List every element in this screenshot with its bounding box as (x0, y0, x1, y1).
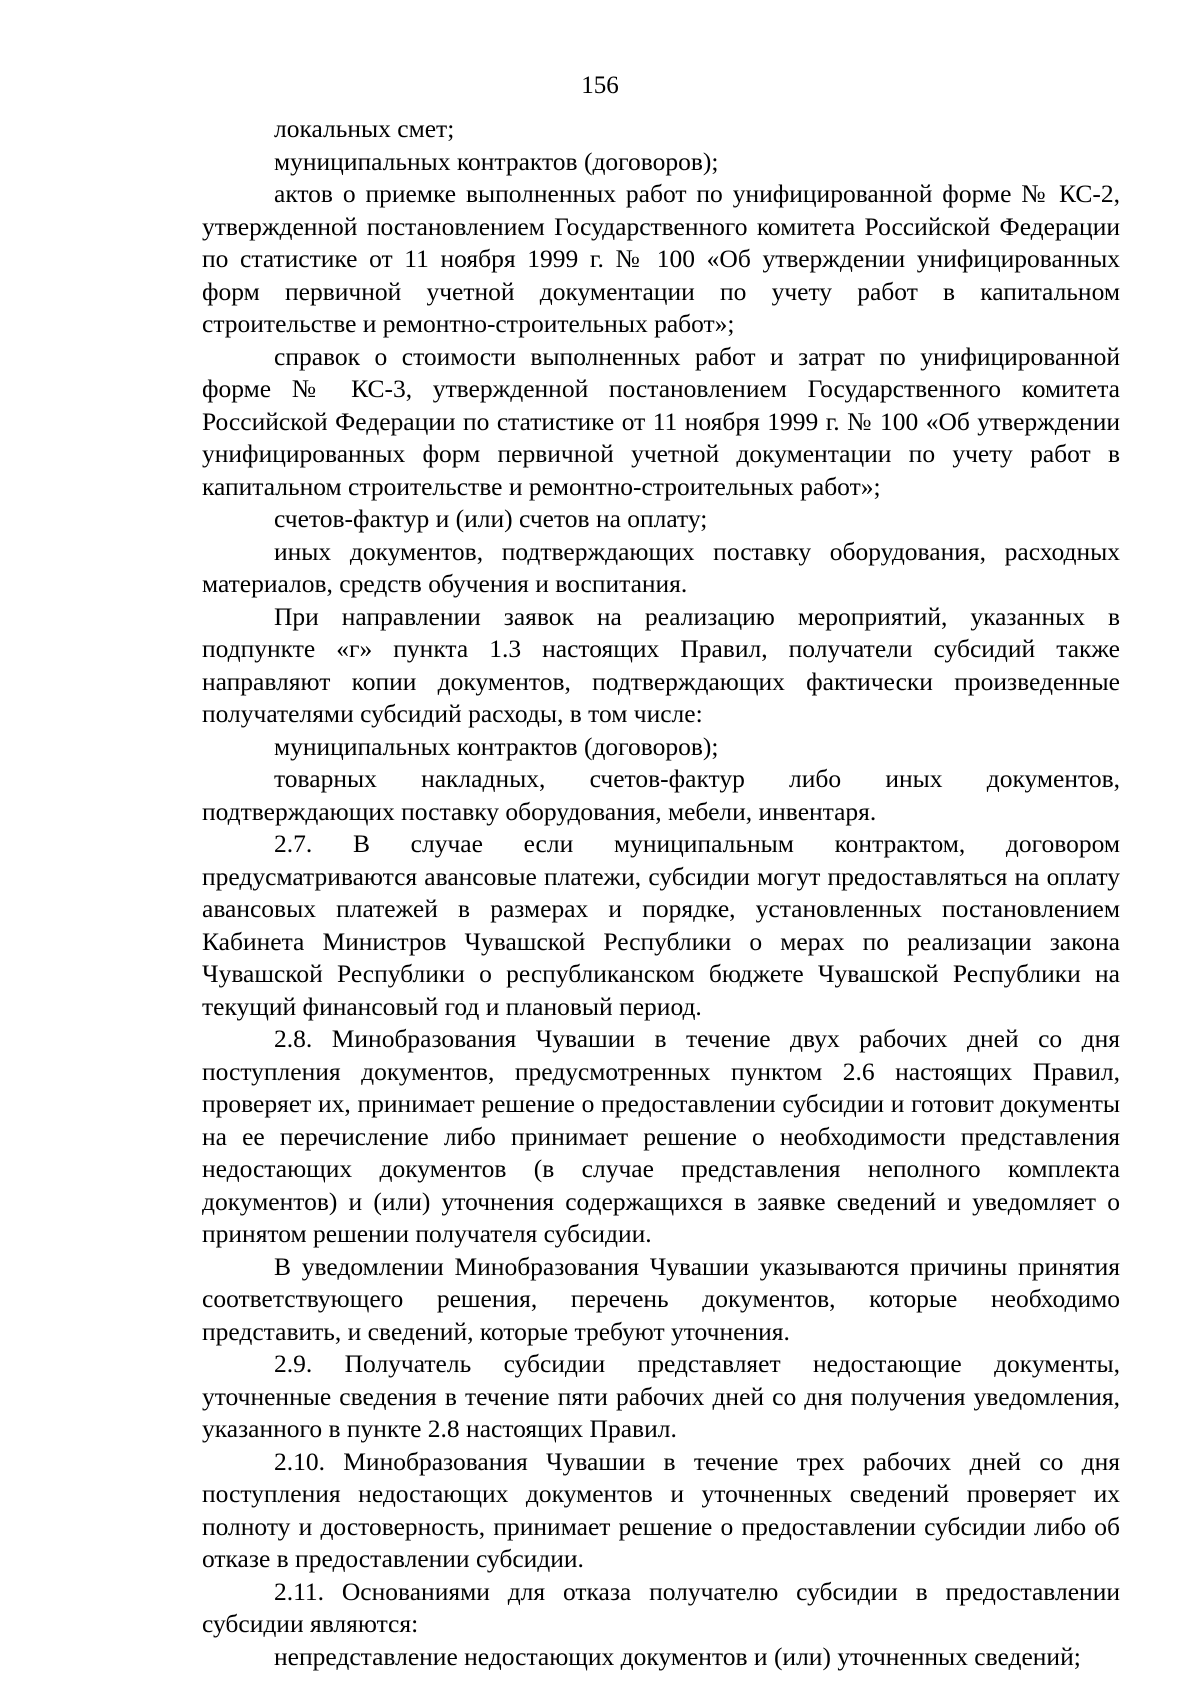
paragraph-clause-2-8: 2.8. Минобразования Чувашии в течение двух рабочих дней со дня поступления документов, предусмотренных пунктом 2.6 настоящих Правил, проверяет их, принимает решение о предоставлении субсидии и готовит документы на ее перечисление либо принимает решение о необходимости представления недостающих документов (в случае представления неполного комплекта документов) и (или) уточнения содержащихся в заявке сведений и уведомляет о принятом решении получателя субсидии. (202, 1024, 1120, 1248)
paragraph-waybills: товарных накладных, счетов-фактур либо иных документов, подтверждающих поставку оборудования, мебели, инвентаря. (202, 764, 1120, 826)
paragraph-applications-subitem-g: При направлении заявок на реализацию мероприятий, указанных в подпункте «г» пункта 1.3 настоящих Правил, получатели субсидий также направляют копии документов, подтверждающих фактически произведенные получателями субсидий расходы, в том числе: (202, 601, 1120, 728)
paragraph-clause-2-9: 2.9. Получатель субсидии представляет недостающие документы, уточненные сведения в течение пяти рабочих дней со дня получения уведомления, указанного в пункте 2.8 настоящих Правил. (202, 1349, 1120, 1443)
paragraph-clause-2-10: 2.10. Минобразования Чувашии в течение трех рабочих дней со дня поступления недостающих документов и уточненных сведений проверяет их полноту и достоверность, принимает решение о предоставлении субсидии либо об отказе в предоставлении субсидии. (202, 1446, 1120, 1573)
document-body (202, 113, 1120, 1673)
paragraph-notification: В уведомлении Минобразования Чувашии указываются причины принятия соответствующего решения, перечень документов, которые необходимо представить, и сведений, которые требуют уточнения. (202, 1251, 1120, 1346)
page-number: 156 (581, 72, 619, 99)
paragraph-municipal-contracts: муниципальных контрактов (договоров); (274, 146, 719, 176)
paragraph-clause-2-11: 2.11. Основаниями для отказа получателю субсидии в предоставлении субсидии являются: (202, 1576, 1120, 1638)
paragraph-other-documents: иных документов, подтверждающих поставку оборудования, расходных материалов, средств обучения и воспитания. (202, 536, 1120, 598)
paragraph-invoices: счетов-фактур и (или) счетов на оплату; (274, 504, 708, 533)
paragraph-municipal-contracts-2: муниципальных контрактов (договоров); (274, 731, 719, 761)
paragraph-non-submission: непредставление недостающих документов и (или) уточненных сведений; (274, 1641, 1081, 1671)
paragraph-local-estimates: локальных смет; (274, 114, 455, 143)
paragraph-ks2-acts: актов о приемке выполненных работ по унифицированной форме № КС-2, утвержденной постановлением Государственного комитета Российской Федерации по статистике от 11 ноября 1999 г. № 100 «Об утверждении унифицированных форм первичной учетной документации по учету работ в капитальном строительстве и ремонтно-строительных работ»; (202, 179, 1120, 338)
paragraph-ks3-certificates: справок о стоимости выполненных работ и затрат по унифицированной форме № КС-3, утвержденной постановлением Государственного комитета Российской Федерации по статистике от 11 ноября 1999 г. № 100 «Об утверждении унифицированных форм первичной учетной документации по учету работ в капитальном строительстве и ремонтно-строительных работ»; (202, 341, 1120, 501)
paragraph-clause-2-7: 2.7. В случае если муниципальным контрактом, договором предусматриваются авансовые платежи, субсидии могут предоставляться на оплату авансовых платежей в размерах и порядке, установленных постановлением Кабинета Министров Чувашской Республики о мерах по реализации закона Чувашской Республики о республиканском бюджете Чувашской Республики на текущий финансовый год и плановый период. (202, 829, 1120, 1021)
